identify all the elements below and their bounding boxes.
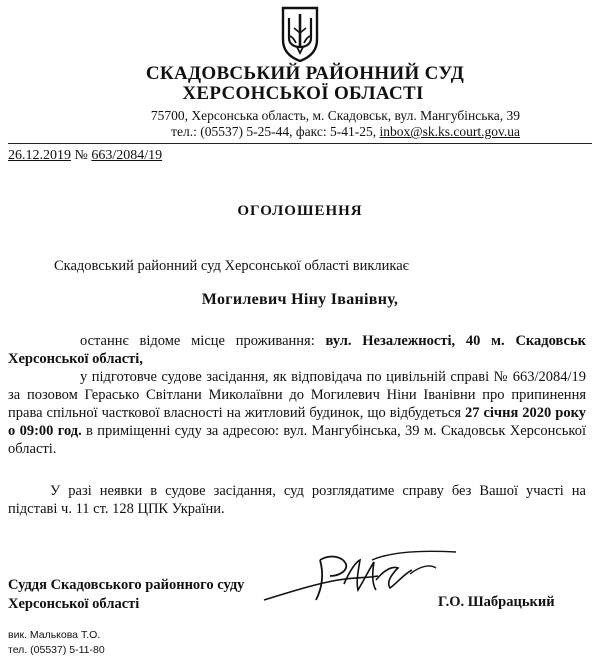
judge-title-line1: Суддя Скадовського районного суду <box>8 577 245 593</box>
phone-fax: тел.: (05537) 5-25-44, факс: 5-41-25, <box>171 124 380 139</box>
summoned-person: Могилевич Ніну Іванівну, <box>201 291 399 308</box>
trident-coat-of-arms-icon <box>280 6 320 62</box>
header-divider <box>8 143 592 144</box>
email-link[interactable]: inbox@sk.ks.court.gov.ua <box>379 124 520 139</box>
document-title: ОГОЛОШЕННЯ <box>237 203 363 219</box>
hearing-text-1: у підготовче судове засідання, як відповідача по цивільній справі № 663/2084/19 за позовом Гераськo Світлани Миколаївни до Могилевич Ніни Іванівни про припинення права спільної часткової власності на житловий будинок, що відбудеться <box>8 369 586 421</box>
notice-body <box>8 332 586 458</box>
judge-title <box>8 576 244 614</box>
residence-paragraph <box>8 332 586 368</box>
judge-title-line2: Херсонської області <box>8 596 140 612</box>
case-number: 663/2084/19 <box>91 148 163 163</box>
court-name-line2: ХЕРСОНСЬКОЇ ОБЛАСТІ <box>182 83 424 104</box>
court-name-line1: СКАДОВСЬКИЙ РАЙОННИЙ СУД <box>145 63 465 84</box>
executor-info <box>8 628 105 658</box>
judge-name: Г.О. Шабрацький <box>438 594 555 610</box>
hearing-text-2: в приміщенні суду за адресою: вул. Мангубінська, 39 м. Скадовськ Херсонської області. <box>8 423 586 457</box>
court-contacts <box>60 124 520 140</box>
document-reference <box>8 148 162 164</box>
executor-phone: тел. (05537) 5-11-80 <box>8 644 105 656</box>
number-label: № <box>71 148 92 163</box>
court-address: 75700, Херсонська область, м. Скадовськ, вул. Мангубінська, 39 <box>150 108 520 123</box>
absence-notice-block <box>8 482 586 518</box>
document-date: 26.12.2019 <box>8 148 71 163</box>
executor-name: вик. Малькова Т.О. <box>8 629 101 641</box>
court-address-block <box>60 108 520 140</box>
handwritten-signature-icon <box>260 540 460 610</box>
intro-text: Скадовський районний суд Херсонської області викликає <box>54 258 409 274</box>
absence-notice: У разі неявки в судове засідання, суд розглядатиме справу без Вашої участі на підставі ч. 11 ст. 128 ЦПК України. <box>8 483 586 517</box>
hearing-paragraph <box>8 368 586 458</box>
court-name <box>0 64 600 104</box>
hearing-datetime: 27 січня 2020 року о 09:00 год. <box>8 405 586 439</box>
residence-prefix: останнє відоме місце проживання: <box>80 333 326 349</box>
residence-address: вул. Незалежності, 40 м. Скадовськ Херсонської області, <box>8 333 586 367</box>
